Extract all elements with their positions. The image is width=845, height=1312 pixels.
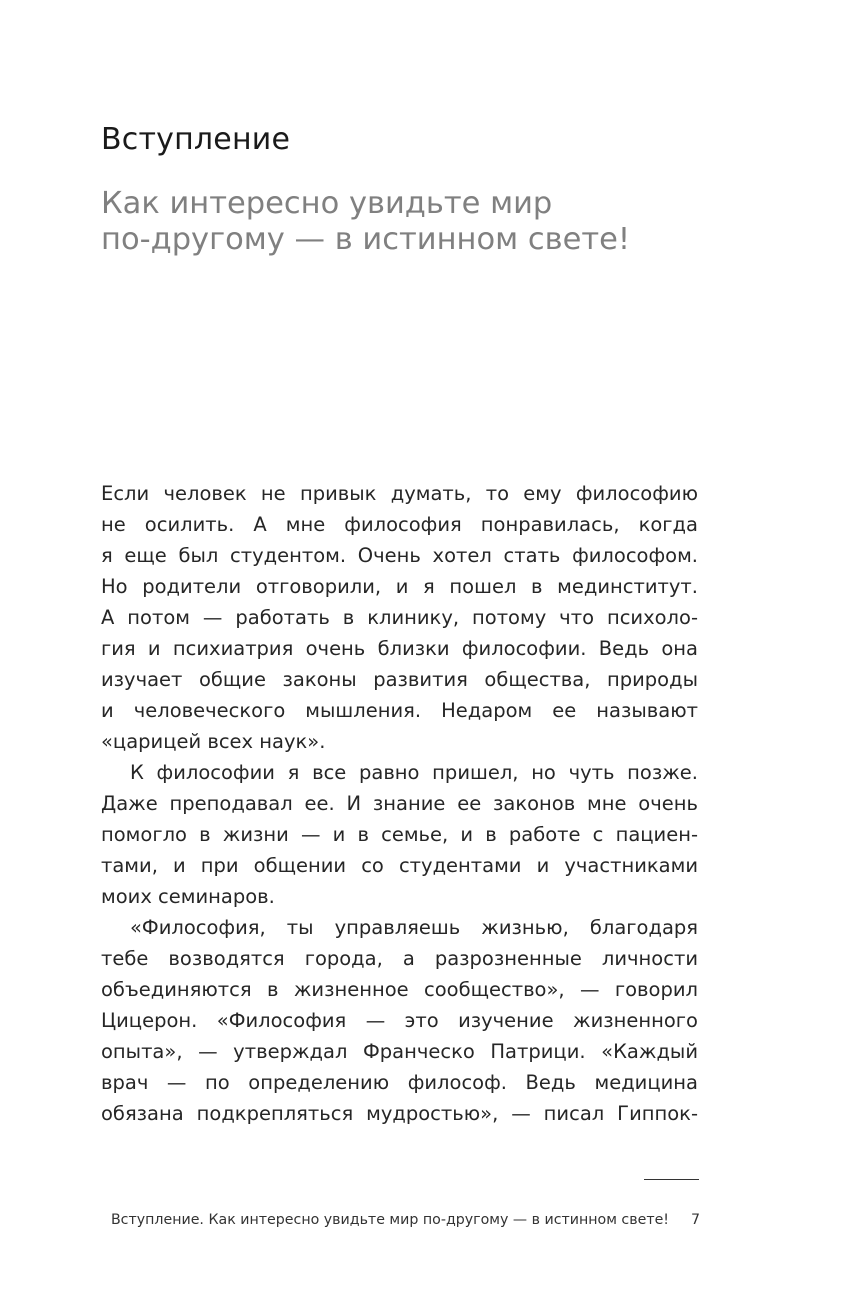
text-line: объединяются в жизненное сообщество», — говорил [101, 978, 698, 1001]
paragraph-2 [101, 757, 698, 912]
running-head: Вступление. Как интересно увидьте мир по-другому — в истинном свете! [110, 1212, 669, 1228]
text-line: не осилить. А мне философия понравилась, когда [101, 513, 698, 536]
text-line: помогло в жизни — и в семье, и в работе с пациен- [101, 823, 698, 846]
text-line: А потом — работать в клинику, потому что психоло- [101, 606, 698, 629]
text-line: врач — по определению философ. Ведь медицина [101, 1071, 698, 1094]
body-text [101, 478, 698, 1129]
text-line: «Философия, ты управляешь жизнью, благодаря [130, 916, 698, 939]
paragraph-1 [101, 478, 698, 757]
text-line: тебе возводятся города, а разрозненные личности [101, 947, 698, 970]
text-line: гия и психиатрия очень близки философии. Ведь она [101, 637, 698, 660]
text-line: Даже преподавал ее. И знание ее законов мне очень [101, 792, 698, 815]
text-line: «царицей всех наук». [101, 730, 326, 753]
chapter-label: Вступление [101, 122, 291, 157]
chapter-subtitle-line-1: Как интересно увидьте мир [101, 186, 553, 221]
text-line: Цицерон. «Философия — это изучение жизненного [101, 1009, 698, 1032]
text-line: моих семинаров. [101, 885, 275, 908]
text-line: опыта», — утверждал Франческо Патрици. «Каждый [101, 1040, 698, 1063]
text-line: К философии я все равно пришел, но чуть позже. [130, 761, 698, 784]
text-line: тами, и при общении со студентами и участниками [101, 854, 698, 877]
chapter-subtitle-line-2: по-другому — в истинном свете! [101, 222, 631, 257]
footer-rule [644, 1179, 699, 1180]
paragraph-3 [101, 912, 698, 1129]
page-number: 7 [690, 1212, 700, 1228]
text-line: Но родители отговорили, и я пошел в мединститут. [101, 575, 698, 598]
text-line: обязана подкрепляться мудростью», — писал Гиппок- [101, 1102, 698, 1125]
chapter-subtitle [101, 186, 741, 258]
text-line: Если человек не привык думать, то ему философию [101, 482, 698, 505]
text-line: изучает общие законы развития общества, природы [101, 668, 698, 691]
text-line: и человеческого мышления. Недаром ее называют [101, 699, 698, 722]
text-line: я еще был студентом. Очень хотел стать философом. [101, 544, 698, 567]
